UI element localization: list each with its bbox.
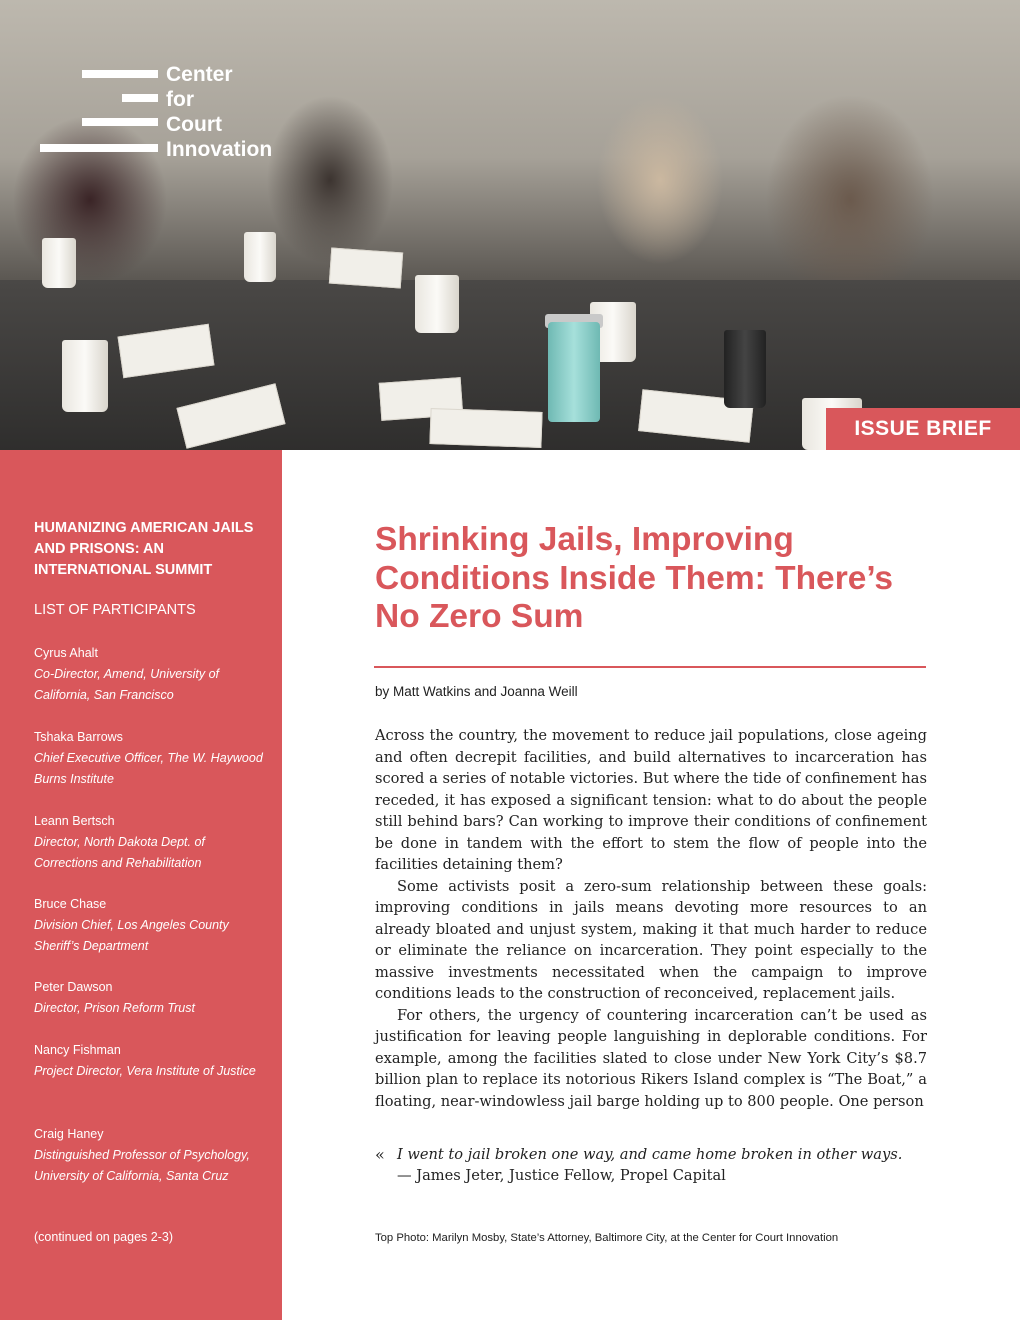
body-paragraph: For others, the urgency of countering incarceration can’t be used as justification for leaving people languishing in deplorable conditions. For example, among the facilities slated to close under New York City’s $8.7 billion plan to replace its notorious Rikers Island complex is “The Boat,” a floating, near-windowless jail barge holding up to 800 people. One person [375,1006,927,1110]
body-paragraph: Some activists posit a zero-sum relationship between these goals: improving conditions in jails means devoting more resources to an already bloated and unjust system, making it that much harder to reduce or eliminate the reliance on incarceration. They point especially to the massive investments necessitated when the campaign to improve conditions leads to the construction of reconceived, replacement jails. [375,877,927,1002]
quote-text: I went to jail broken one way, and came home broken in other ways. [397,1146,903,1163]
article-body [375,725,927,1112]
center-for-court-innovation-logo [40,63,300,162]
logo-wordmark: Center for Court Innovation [166,63,273,161]
coffee-cup [244,232,276,282]
coffee-cup [415,275,459,333]
coffee-cup [42,238,76,288]
article-headline: Shrinking Jails, Improving Conditions Inside Them: There’s No Zero Sum [375,521,894,635]
participant-entry: Cyrus Ahalt Co-Director, Amend, University of California, San Francisco [34,646,220,702]
header-photo [0,0,1020,450]
quote-mark-icon: « [375,1145,385,1164]
participant-entry: Peter Dawson Director, Prison Reform Trust [34,980,195,1015]
issue-brief-badge: ISSUE BRIEF [826,408,1020,450]
teal-tumbler [548,322,600,422]
name-card [429,408,542,448]
byline: by Matt Watkins and Joanna Weill [375,684,578,699]
participant-entry: Craig Haney Distinguished Professor of Psychology, University of California, Santa Cruz [34,1127,250,1183]
black-tumbler [724,330,766,408]
coffee-cup [62,340,108,412]
participant-entry: Bruce Chase Division Chief, Los Angeles County Sheriff’s Department [34,897,229,953]
continued-note: (continued on pages 2-3) [34,1230,173,1244]
body-paragraph: Across the country, the movement to reduce jail populations, close ageing and often decrepit facilities, and build alternatives to incarceration has scored a series of notable victories. But where the tide of confinement has receded, it has exposed a significant tension: what to do about the people still behind bars? Can working to improve their conditions of confinement be done in tandem with the effort to stem the flow of people into the facilities detaining them? [375,727,927,873]
photo-caption: Top Photo: Marilyn Mosby, State’s Attorney, Baltimore City, at the Center for Court Innovation [375,1232,839,1244]
participant-entry: Tshaka Barrows Chief Executive Officer, The W. Haywood Burns Institute [34,730,263,786]
logo-mark-icon [40,66,160,156]
participant-entry: Nancy Fishman Project Director, Vera Institute of Justice [34,1043,256,1078]
quote-attribution: — James Jeter, Justice Fellow, Propel Capital [397,1167,726,1184]
summit-title: HUMANIZING AMERICAN JAILS AND PRISONS: AN INTERNATIONAL SUMMIT [34,520,254,578]
participants-sidebar [0,450,282,1320]
participants-heading: LIST OF PARTICIPANTS [34,602,196,618]
headline-divider [374,666,926,668]
name-card [329,248,403,289]
participant-entry: Leann Bertsch Director, North Dakota Dept. of Corrections and Rehabilitation [34,814,205,870]
